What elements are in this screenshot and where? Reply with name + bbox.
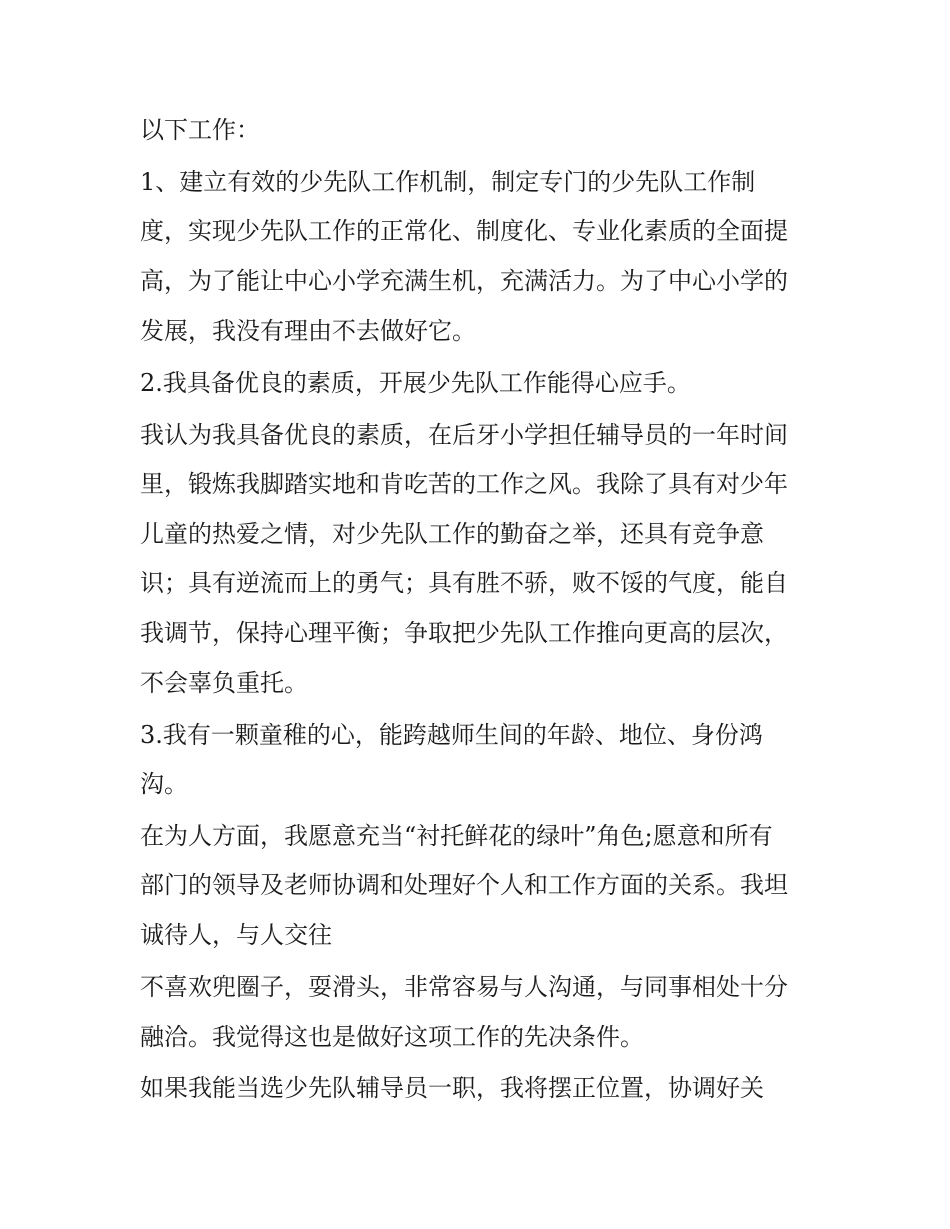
text-line-8: 里，锻炼我脚踏实地和肯吃苦的工作之风。我除了具有对少年 bbox=[140, 470, 788, 498]
text-line-2: 1、建立有效的少先队工作机制，制定专门的少先队工作制 bbox=[140, 168, 756, 196]
text-line-15: 在为人方面，我愿意充当“衬托鲜花的绿叶”角色;愿意和所有 bbox=[140, 822, 773, 850]
text-line-13: 3.我有一颗童稚的心，能跨越师生间的年龄、地位、身份鸿 bbox=[140, 721, 763, 749]
text-line-12: 不会辜负重托。 bbox=[140, 669, 308, 697]
text-line-4: 高，为了能让中心小学充满生机，充满活力。为了中心小学的 bbox=[140, 267, 788, 295]
text-line-5: 发展，我没有理由不去做好它。 bbox=[140, 317, 476, 345]
text-line-7: 我认为我具备优良的素质，在后牙小学担任辅导员的一年时间 bbox=[140, 421, 788, 449]
text-line-16: 部门的领导及老师协调和处理好个人和工作方面的关系。我坦 bbox=[140, 871, 788, 899]
text-line-19: 融洽。我觉得这也是做好这项工作的先决条件。 bbox=[140, 1023, 644, 1051]
text-line-11: 我调节，保持心理平衡；争取把少先队工作推向更高的层次， bbox=[140, 619, 788, 647]
text-line-10: 识；具有逆流而上的勇气；具有胜不骄，败不馁的气度，能自 bbox=[140, 569, 788, 597]
text-line-14: 沟。 bbox=[140, 770, 188, 798]
text-line-17: 诚待人，与人交往 bbox=[140, 921, 332, 949]
text-line-18: 不喜欢兜圈子，耍滑头，非常容易与人沟通，与同事相处十分 bbox=[140, 973, 788, 1001]
text-line-6: 2.我具备优良的素质，开展少先队工作能得心应手。 bbox=[140, 369, 691, 397]
text-line-3: 度，实现少先队工作的正常化、制度化、专业化素质的全面提 bbox=[140, 217, 788, 245]
text-line-9: 儿童的热爱之情，对少先队工作的勤奋之举，还具有竞争意 bbox=[140, 520, 764, 548]
text-line-20: 如果我能当选少先队辅导员一职，我将摆正位置，协调好关 bbox=[140, 1074, 764, 1102]
text-line-1: 以下工作： bbox=[140, 116, 260, 144]
